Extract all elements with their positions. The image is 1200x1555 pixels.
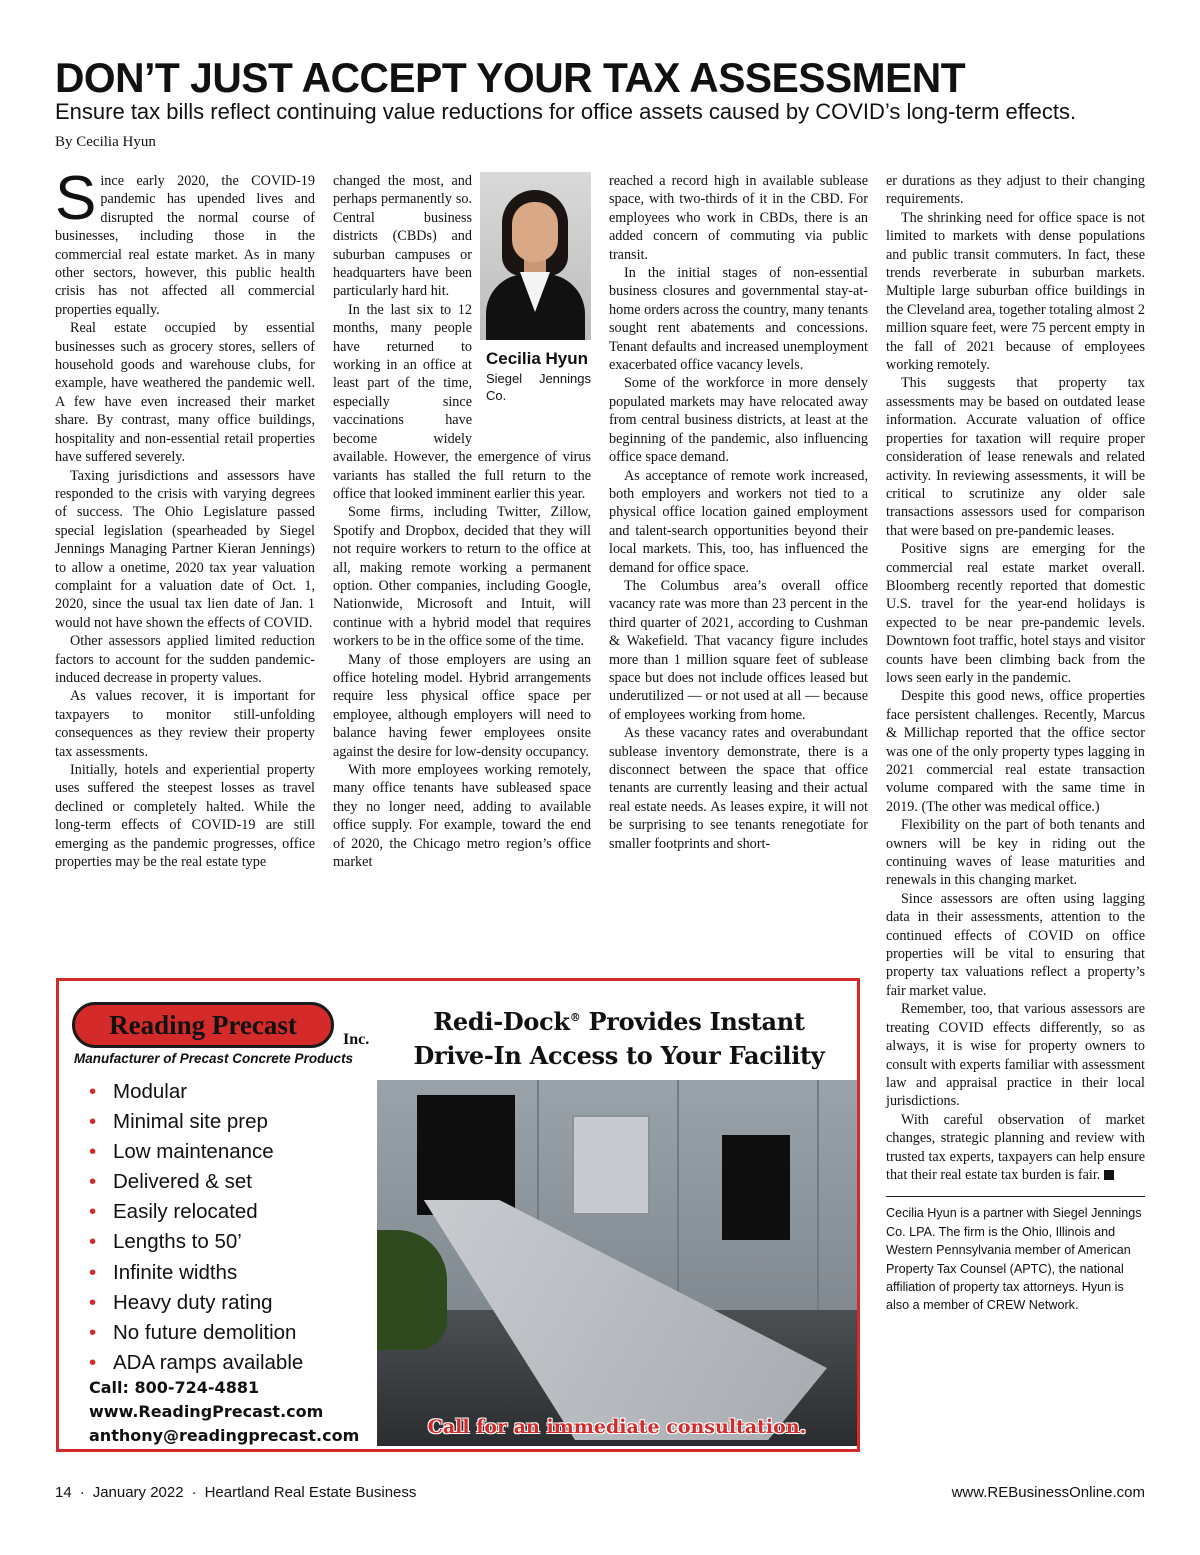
paragraph: The Columbus area’s overall office vacancy rate was more than 23 percent in the third quarter of 2021, according to Cushman & Wakefield. That vacancy figure includes more than 1 million square feet of sublease space but does not include offices leased but underutilized — or not used at all — because of employees working from home.: [609, 577, 868, 723]
ad-callout: Call for an immediate consultation.: [427, 1416, 807, 1438]
list-item: • Infinite widths: [89, 1258, 303, 1288]
list-item: • No future demolition: [89, 1318, 303, 1348]
paragraph: Some of the workforce in more densely populated markets may have relocated away from central business districts, at least at the beginning of the pandemic, also influencing office space demand.: [609, 375, 868, 466]
list-item: • Heavy duty rating: [89, 1288, 303, 1318]
paragraph: Positive signs are emerging for the commercial real estate market overall. Bloomberg recently reported that domestic U.S. travel for the year-end holidays is expected to be near pre-pandemic levels. Downtown foot traffic, hotel stays and visitor counts have been climbing back from the lows seen early in the pandemic.: [886, 541, 1145, 686]
photo-caption: [480, 340, 591, 404]
paragraph: Despite this good news, office properties face persistent challenges. Recently, Marcus & Millichap reported that the office sector was one of the only property types lagging in 2021 commercial real estate transaction volume compared with the same time in 2019. (The other was medical office.): [886, 688, 1145, 815]
issue-date: January 2022: [92, 1484, 184, 1501]
paragraph: Since assessors are often using lagging data in their assessments, attention to the continued effects of COVID on office properties will be vital to ensuring that property tax valuations reflect a property’s fair market value.: [886, 890, 1145, 999]
paragraph: Since early 2020, the COVID-19 pandemic has upended lives and disrupted the normal course of businesses, including those in the commercial real estate market. As in many other sectors, however, this public health crisis has not affected all commercial properties equally.: [55, 164, 315, 318]
reading-precast-logo: Reading Precast: [72, 1002, 334, 1048]
paragraph: changed the most, and perhaps permanently so. Central business districts (CBDs) and suburban campuses or headquarters have been particularly hard hit.: [333, 173, 472, 300]
ad-feature-list: [89, 1077, 303, 1378]
paragraph: As values recover, it is important for taxpayers to monitor still-unfolding consequences as they review their property tax assessments.: [55, 688, 315, 760]
author-photo: [480, 172, 591, 340]
list-item: • ADA ramps available: [89, 1348, 303, 1378]
ad-phone[interactable]: Call: 800-724-4881: [89, 1378, 260, 1397]
paragraph: In the last six to 12 months, many people have returned to working in an office at least part of the time, especially since vaccinations have become widely available. However, the emergence of virus variants has stalled the full return to the office that looked imminent earlier this year.: [333, 301, 591, 502]
list-item: • Delivered & set: [89, 1167, 303, 1197]
end-mark-icon: [1104, 1170, 1114, 1180]
subhead: Ensure tax bills reflect continuing value reductions for office assets caused by COVID’s long-term effects.: [55, 99, 1077, 124]
bio-divider: [886, 1196, 1145, 1197]
ad-website-link[interactable]: www.ReadingPrecast.com: [89, 1402, 324, 1421]
paragraph: In the initial stages of non-essential business closures and governmental stay-at-home orders across the country, many tenants sought rent abatements and concessions. Tenant defaults and increased unemployment exacerbated office vacancy levels.: [609, 265, 868, 374]
paragraph: Some firms, including Twitter, Zillow, Spotify and Dropbox, decided that they will not require workers to return to the office at all, making remote working a permanent option. Other companies, including Google, Nationwide, Microsoft and Intuit, will continue with a hybrid model that requires workers to be in the office some of the time.: [333, 504, 591, 650]
article-column-2: [333, 172, 591, 871]
paragraph: As acceptance of remote work increased, both employers and workers not tied to a physical office location gained employment and talent-search opportunities beyond their local markets. This, too, has influenced the demand for office space.: [609, 467, 868, 576]
photo-caption-company: Siegel Jennings Co.: [486, 371, 591, 403]
author-photo-box: [480, 172, 591, 434]
ad-contact: [89, 1376, 359, 1448]
paragraph: As these vacancy rates and overabundant sublease inventory demonstrate, there is a disconnect between the space that office tenants are currently leasing and their actual real estate needs. As leases expire, it will not be surprising to see tenants renegotiate for smaller footprints and short-: [609, 725, 868, 852]
paragraph: With more employees working remotely, many office tenants have subleased space they no longer need, adding to available office supply. For example, toward the end of 2020, the Chicago metro region’s office market: [333, 762, 591, 871]
logo-inc: Inc.: [343, 1031, 370, 1048]
redi-dock-photo: [377, 1080, 857, 1446]
paragraph: The shrinking need for office space is not limited to markets with dense populations and public transit commuters. In fact, these trends reverberate in suburban markets. Multiple large suburban office buildings in the Cleveland area, together totaling almost 2 million square feet, were 75 percent empty in the fall of 2021 because of employees working remotely.: [886, 209, 1145, 374]
photo-caption-name: Cecilia Hyun: [486, 349, 589, 368]
list-item: • Low maintenance: [89, 1137, 303, 1167]
page-number: 14: [55, 1484, 72, 1501]
list-item: • Lengths to 50’: [89, 1227, 303, 1257]
list-item: • Modular: [89, 1077, 303, 1107]
paragraph: er durations as they adjust to their changing requirements.: [886, 173, 1145, 208]
publication-name: Heartland Real Estate Business: [204, 1484, 417, 1501]
paragraph: Taxing jurisdictions and assessors have responded to the crisis with varying degrees of success. The Ohio Legislature passed special legislation (spearheaded by Siegel Jennings Managing Partner Kieran Jennings) to allow a onetime, 2020 tax year valuation complaint for a valuation date of Oct. 1, 2020, since the usual tax lien date of Jan. 1 would not have shown the effects of COVID.: [55, 467, 315, 631]
article-column-1: [55, 164, 315, 871]
paragraph: With careful observation of market changes, strategic planning and review with trusted tax experts, taxpayers can help ensure that their real estate tax burden is fair.: [886, 1111, 1145, 1183]
paragraph: Flexibility on the part of both tenants and owners will be key in riding out the continuing waves of lease maturities and renewals in this changing market.: [886, 817, 1145, 889]
author-bio: Cecilia Hyun is a partner with Siegel Jennings Co. LPA. The firm is the Ohio, Illinois and Western Pennsylvania member of American Property Tax Counsel (APTC), the national affiliation of property tax attorneys. Hyun is also a member of CREW Network.: [886, 1206, 1142, 1313]
drop-cap: S: [55, 164, 97, 233]
list-item: • Minimal site prep: [89, 1107, 303, 1137]
byline: By Cecilia Hyun: [55, 134, 156, 150]
paragraph: Remember, too, that various assessors are treating COVID effects differently, so as always, it is wise for property owners to consult with experts familiar with assessment law and appraisal practice in their local jurisdictions.: [886, 1001, 1145, 1110]
footer-website-link[interactable]: www.REBusinessOnline.com: [951, 1484, 1145, 1501]
article-column-3: [609, 172, 868, 853]
paragraph: This suggests that property tax assessments may be based on outdated lease information. Accurate valuation of office properties for taxation will require proper consideration of lease renewals and related activity. In reviewing assessments, it will be critical to scrutinize any older sale transactions assessors used for comparison that were based on pre-pandemic leases.: [886, 375, 1145, 539]
paragraph: Initially, hotels and experiential property uses suffered the steepest losses as travel declined or completely halted. While the long-term effects of COVID-19 are still emerging as the pandemic progresses, office properties may be the real estate type: [55, 762, 315, 871]
article-column-4: [886, 172, 1145, 1315]
logo-tagline: Manufacturer of Precast Concrete Products: [74, 1051, 354, 1066]
list-item: • Easily relocated: [89, 1197, 303, 1227]
headline: DON’T JUST ACCEPT YOUR TAX ASSESSMENT: [55, 54, 966, 101]
paragraph: reached a record high in available sublease space, with two-thirds of it in the CBD. For employees who work in CBDs, there is an added concern of commuting via public transit.: [609, 173, 868, 263]
paragraph: Many of those employers are using an office hoteling model. Hybrid arrangements require less physical office space per employee, although employers will need to balance having fewer employees onsite against the desire for low-density occupancy.: [333, 651, 591, 760]
footer-left: 14 · January 2022 · Heartland Real Estate Business: [55, 1484, 417, 1501]
ad-headline: Redi-Dock® Provides Instant Drive-In Access to Your Facility: [413, 1007, 825, 1070]
ad-email-link[interactable]: anthony@readingprecast.com: [89, 1426, 360, 1445]
paragraph: Real estate occupied by essential businesses such as grocery stores, sellers of household goods and warehouse clubs, for example, have weathered the pandemic well. A few have even increased their market share. By contrast, many office buildings, hospitality and non-essential retail properties have suffered severely.: [55, 320, 315, 466]
advertisement[interactable]: [56, 978, 860, 1452]
paragraph: Other assessors applied limited reduction factors to account for the sudden pandemic-induced decrease in property values.: [55, 633, 315, 686]
